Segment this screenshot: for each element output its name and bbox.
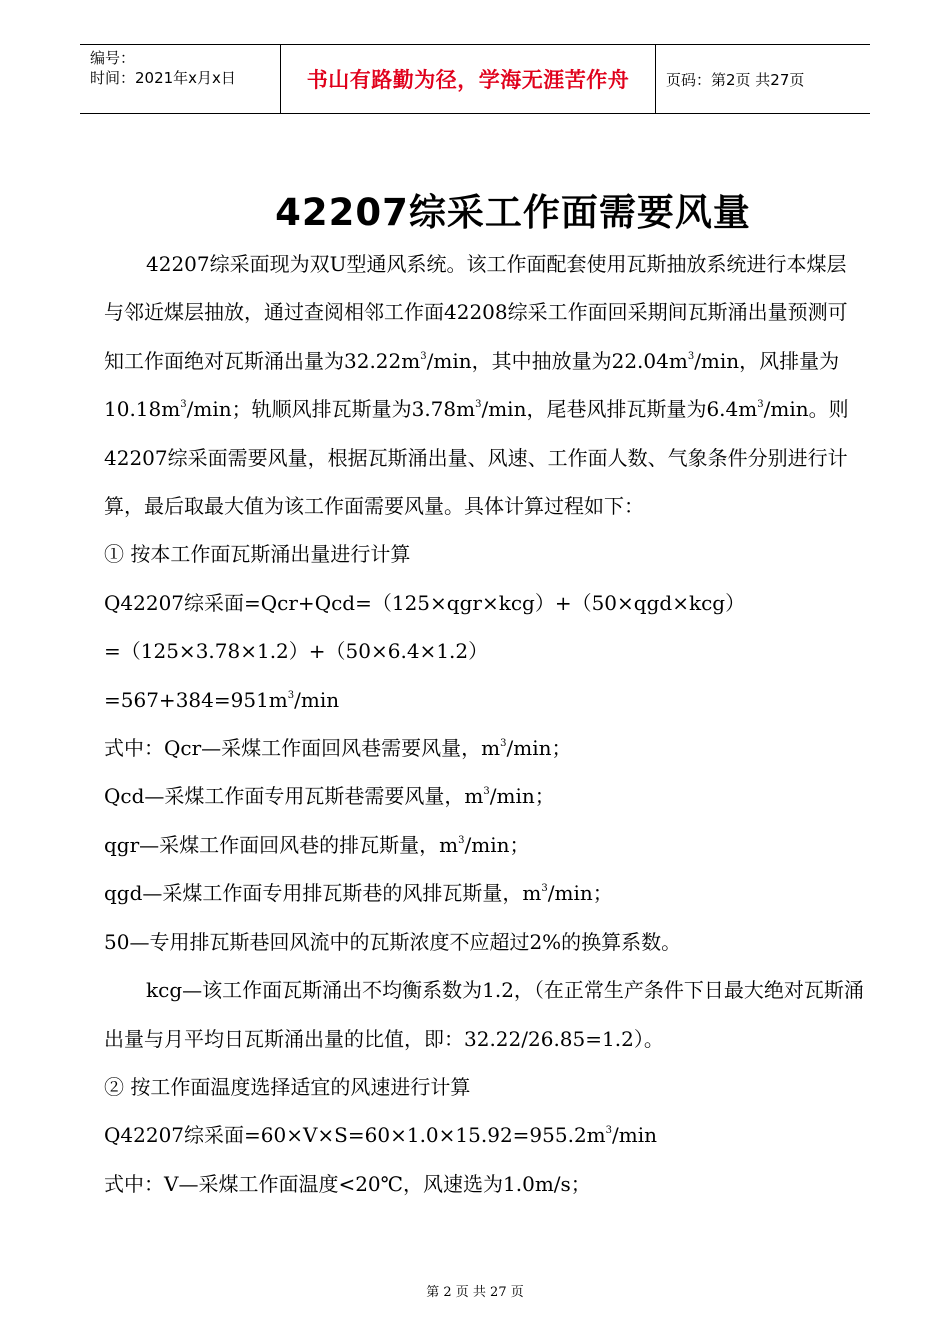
definition-v: 式中：V—采煤工作面温度<20℃，风速选为1.0m/s；: [104, 1171, 591, 1196]
page-footer: 第 2 页 共 27 页: [426, 1285, 524, 1300]
document-body: [104, 240, 864, 1208]
section1-heading: ① 按本工作面瓦斯涌出量进行计算: [104, 542, 411, 567]
header-page-cell: [656, 45, 870, 113]
formula-line-2: =（125×3.78×1.2）+（50×6.4×1.2）: [104, 639, 489, 664]
header-meta: [80, 45, 281, 113]
definition-kcg: kcg—该工作面瓦斯涌出不均衡系数为1.2，（在正常生产条件下日最大绝对瓦斯涌出量与月平均日瓦斯涌出量的比值，即：32.22/26.85=1.2）。: [104, 978, 864, 1051]
page-header: [80, 44, 870, 114]
formula-line-3: $=567+384=951m^3/\min$: [104, 687, 340, 712]
definition-qcr: 式中：Qcr—采煤工作面回风巷需要风量，$m^3/\min$；: [104, 736, 572, 761]
time-label: 时间：2021年x月x日: [90, 69, 236, 87]
formula-line-1: Q42207综采面=Qcr+Qcd=（125×qgr×kcg）+（50×qgd×kcg）: [104, 590, 746, 615]
number-label: 编号：: [90, 49, 136, 67]
definition-qcd: Qcd—采煤工作面专用瓦斯巷需要风量，$m^3/\min$；: [104, 784, 555, 809]
section2-formula: Q42207综采面$=60\times V\times S=60\times 1.0\times 15.92=955.2m^3/\min$: [104, 1123, 658, 1148]
document-title: 42207综采工作面需要风量: [275, 191, 751, 234]
definition-50: 50—专用排瓦斯巷回风流中的瓦斯浓度不应超过2%的换算系数。: [104, 929, 682, 954]
motto-text: 书山有路勤为径，学海无涯苦作舟: [306, 68, 630, 92]
intro-paragraph: 42207综采面现为双U型通风系统。该工作面配套使用瓦斯抽放系统进行本煤层与邻近煤层抽放，通过查阅相邻工作面42208综采工作面回采期间瓦斯涌出量预测可知工作面绝对瓦斯涌出量为$32.22m^3/\min$，其中抽放量为$22.04m^3/\min$，风排量为$10.18m^3/\min$；轨顺风排瓦斯量为$3.78m^3/\min$，尾巷风排瓦斯量为$6.4m^3/\min$。则42207综采面需要风量，根据瓦斯涌出量、风速、工作面人数、气象条件分别进行计算，最后取最大值为该工作面需要风量。具体计算过程如下：: [104, 252, 849, 519]
section2-heading: ② 按工作面温度选择适宜的风速进行计算: [104, 1074, 471, 1099]
page-label: 页码：第2页 共27页: [666, 70, 805, 89]
definition-qgr: qgr—采煤工作面回风巷的排瓦斯量，$m^3/\min$；: [104, 832, 530, 857]
definition-qgd: qgd—采煤工作面专用排瓦斯巷的风排瓦斯量，$m^3/\min$；: [104, 881, 613, 906]
header-motto-cell: [281, 45, 656, 113]
